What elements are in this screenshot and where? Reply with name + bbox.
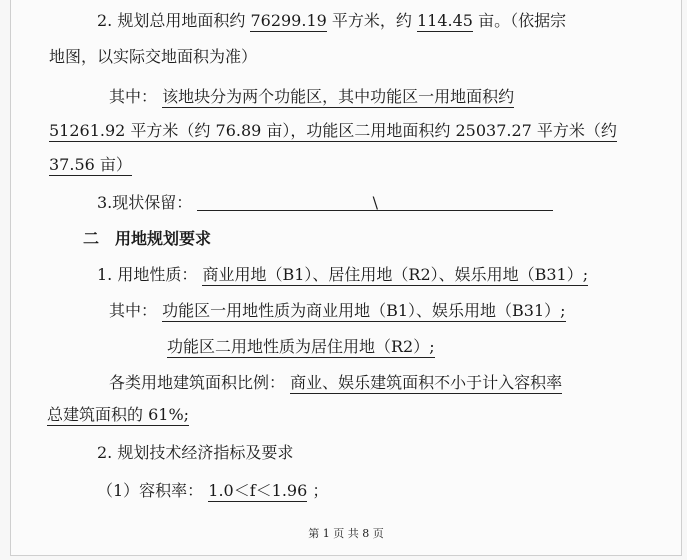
- land-use-sub2: 功能区二用地性质为居住用地（R2）;: [167, 337, 435, 356]
- section-title: 二 用地规划要求: [83, 229, 212, 248]
- ratio-text-2: 总建筑面积的 61%;: [47, 405, 190, 424]
- zones-line-2: [49, 120, 617, 142]
- ratio-prefix: 各类用地建筑面积比例：: [109, 373, 286, 392]
- page-footer: 第 1 页 共 8 页: [308, 527, 384, 540]
- total-area-mu: 114.45: [417, 11, 473, 30]
- total-area-note: 地图，以实际交地面积为准）: [49, 47, 258, 66]
- land-use-prefix: 1. 用地性质：: [97, 265, 198, 284]
- total-area-unit: 平方米，约: [331, 11, 412, 30]
- total-area-sqm: 76299.19: [250, 11, 327, 30]
- zones-text-3: 37.56 亩）: [49, 155, 132, 174]
- ratio-text-1: 商业、娱乐建筑面积不小于计入容积率: [290, 373, 563, 392]
- total-area-prefix: 2. 规划总用地面积约: [97, 11, 246, 30]
- land-use-sub2-line: [167, 336, 435, 358]
- zones-prefix: 其中：: [109, 87, 158, 106]
- total-area-suffix: 亩。（依据宗: [478, 11, 567, 30]
- zones-line-1: [109, 86, 514, 108]
- far-prefix: （1）容积率：: [97, 481, 204, 500]
- document-page: [10, 0, 682, 556]
- zones-text-1: 该地块分为两个功能区，其中功能区一用地面积约: [162, 87, 515, 106]
- land-use-line: [97, 264, 588, 286]
- zones-line-3: [49, 154, 132, 176]
- land-use-sub1: 功能区一用地性质为商业用地（B1）、娱乐用地（B31）;: [162, 301, 566, 320]
- retain-line: [97, 192, 553, 214]
- ratio-line-1: [109, 372, 562, 394]
- retain-value: \: [197, 192, 553, 211]
- total-area-line: [97, 10, 566, 32]
- land-use-value: 商业用地（B1）、居住用地（R2）、娱乐用地（B31）;: [202, 265, 589, 284]
- far-line: [97, 480, 328, 502]
- far-value: 1.0＜f＜1.96: [208, 481, 308, 500]
- land-use-sub-prefix: 其中：: [109, 301, 158, 320]
- land-use-sub1-line: [109, 300, 566, 322]
- far-suffix: ；: [312, 481, 329, 500]
- retain-label: 3.现状保留：: [97, 193, 193, 212]
- tech-title: 2. 规划技术经济指标及要求: [97, 443, 294, 462]
- zones-text-2: 51261.92 平方米（约 76.89 亩），功能区二用地面积约 25037.27 平方米（约: [49, 121, 617, 140]
- ratio-line-2: [47, 404, 189, 426]
